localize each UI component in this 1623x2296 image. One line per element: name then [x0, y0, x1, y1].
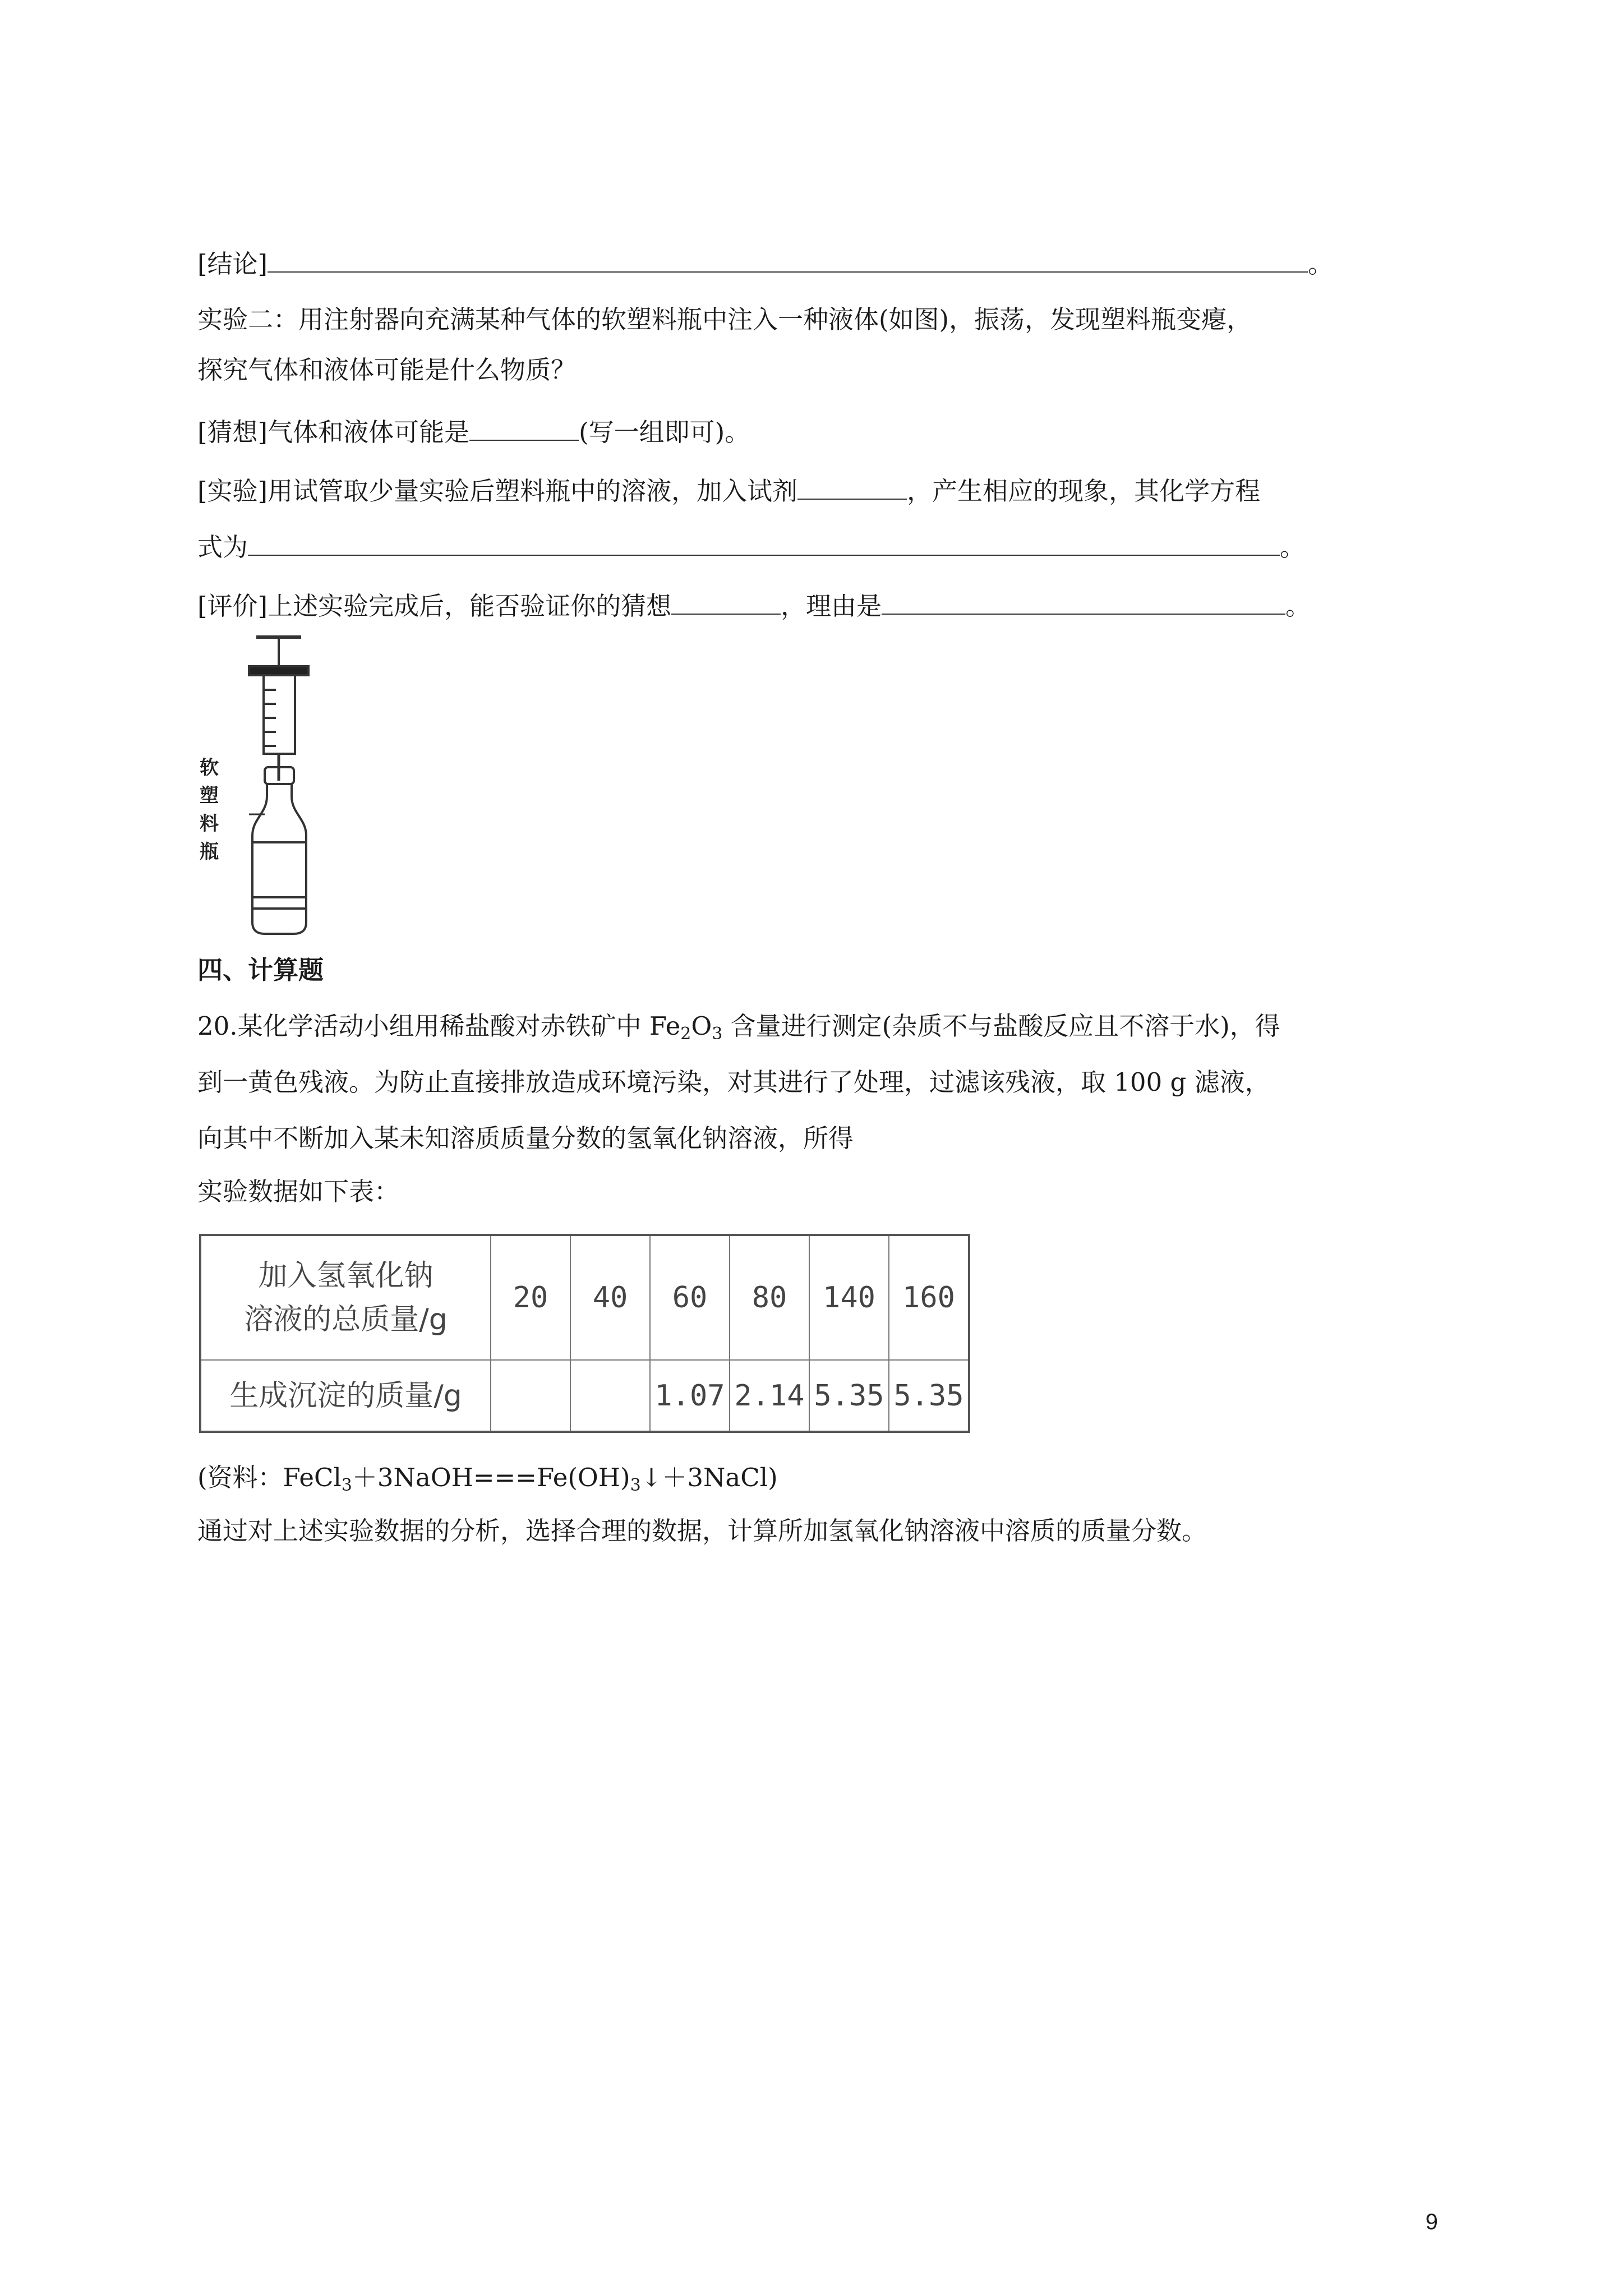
reagent-blank[interactable] — [797, 474, 907, 500]
syringe-barrel — [264, 675, 295, 754]
table-cell: 60 — [650, 1235, 730, 1360]
verify-blank[interactable] — [671, 589, 781, 615]
header-line: 溶液的总质量/g — [244, 1303, 448, 1336]
reason-label: ，理由是 — [781, 591, 882, 621]
table-cell: 140 — [809, 1235, 889, 1360]
table-cell: 160 — [889, 1235, 969, 1360]
figure-label-char: 软 — [200, 757, 219, 779]
experiment-tail: ，产生相应的现象，其化学方程 — [907, 476, 1261, 506]
ref-sub-2: 3 — [630, 1476, 641, 1495]
bottle-body — [252, 784, 306, 934]
exp2-line-1: 实验二：用注射器向充满某种气体的软塑料瓶中注入一种液体(如图)，振荡，发现塑料瓶变瘪， — [197, 305, 1252, 334]
formula-line — [197, 530, 1305, 564]
q20-text-mid: O — [691, 1011, 712, 1041]
q20-line-4: 实验数据如下表： — [197, 1177, 400, 1206]
table-cell: 2.14 — [730, 1360, 809, 1432]
syringe-bottle-figure — [197, 634, 377, 937]
formula-blank[interactable] — [248, 530, 1280, 556]
reason-blank[interactable] — [882, 589, 1285, 615]
conclusion-blank[interactable] — [268, 247, 1308, 273]
experiment-line — [197, 474, 1260, 508]
ref-text-a: (资料：FeCl — [197, 1463, 342, 1492]
guess-blank[interactable] — [469, 415, 579, 441]
ref-text-b: ＋3NaOH===Fe(OH) — [352, 1463, 630, 1492]
formula-end: 。 — [1280, 532, 1306, 562]
q20-line-2: 到一黄色残液。为防止直接排放造成环境污染，对其进行了处理，过滤该残液，取 100 g 滤液， — [197, 1067, 1270, 1097]
table-cell: 40 — [570, 1235, 650, 1360]
ref-text-c: ↓＋3NaCl) — [640, 1463, 778, 1492]
section-title: 四、计算题 — [197, 955, 324, 985]
table-cell: 20 — [491, 1235, 570, 1360]
q20-line-3: 向其中不断加入某未知溶质质量分数的氢氧化钠溶液，所得 — [197, 1123, 854, 1153]
table-header-cell: 生成沉淀的质量/g — [200, 1360, 491, 1432]
table-header-cell — [200, 1235, 491, 1360]
exp2-line-2: 探究气体和液体可能是什么物质？ — [197, 355, 577, 385]
data-table — [199, 1234, 970, 1433]
ref-sub-1: 3 — [341, 1476, 352, 1495]
guess-tail: (写一组即可)。 — [579, 417, 750, 447]
table-cell: 5.35 — [889, 1360, 969, 1432]
figure-label-char: 料 — [200, 813, 219, 835]
figure-label-char: 瓶 — [200, 841, 219, 863]
figure-label-char: 塑 — [200, 785, 219, 807]
table-row — [200, 1235, 969, 1360]
experiment-label: [实验]用试管取少量实验后塑料瓶中的溶液，加入试剂 — [197, 476, 798, 506]
evaluation-end: 。 — [1285, 591, 1311, 621]
q20-sub-1: 2 — [680, 1024, 691, 1044]
guess-label: [猜想]气体和液体可能是 — [197, 417, 470, 447]
q20-line-1 — [197, 1009, 1280, 1043]
table-row — [200, 1360, 969, 1432]
evaluation-line — [197, 589, 1311, 623]
evaluation-label: [评价]上述实验完成后，能否验证你的猜想 — [197, 591, 672, 621]
q20-text-a: 20.某化学活动小组用稀盐酸对赤铁矿中 Fe — [197, 1011, 681, 1041]
table-cell — [570, 1360, 650, 1432]
formula-label: 式为 — [197, 532, 248, 562]
table-cell: 5.35 — [809, 1360, 889, 1432]
syringe-flange — [249, 666, 308, 675]
table-cell: 1.07 — [650, 1360, 730, 1432]
guess-line — [197, 415, 750, 449]
header-line: 加入氢氧化钠 — [258, 1259, 434, 1293]
reference-line — [197, 1461, 778, 1495]
conclusion-label: [结论] — [197, 249, 268, 279]
q20-sub-2: 3 — [712, 1024, 723, 1044]
table-cell: 80 — [730, 1235, 809, 1360]
q20-text-b: 含量进行测定(杂质不与盐酸反应且不溶于水)，得 — [722, 1011, 1280, 1041]
final-question-line: 通过对上述实验数据的分析，选择合理的数据，计算所加氢氧化钠溶液中溶质的质量分数。 — [197, 1516, 1207, 1546]
conclusion-end: 。 — [1308, 249, 1334, 279]
page-number: 9 — [1425, 2210, 1438, 2234]
conclusion-line — [197, 247, 1333, 281]
table-cell — [491, 1360, 570, 1432]
